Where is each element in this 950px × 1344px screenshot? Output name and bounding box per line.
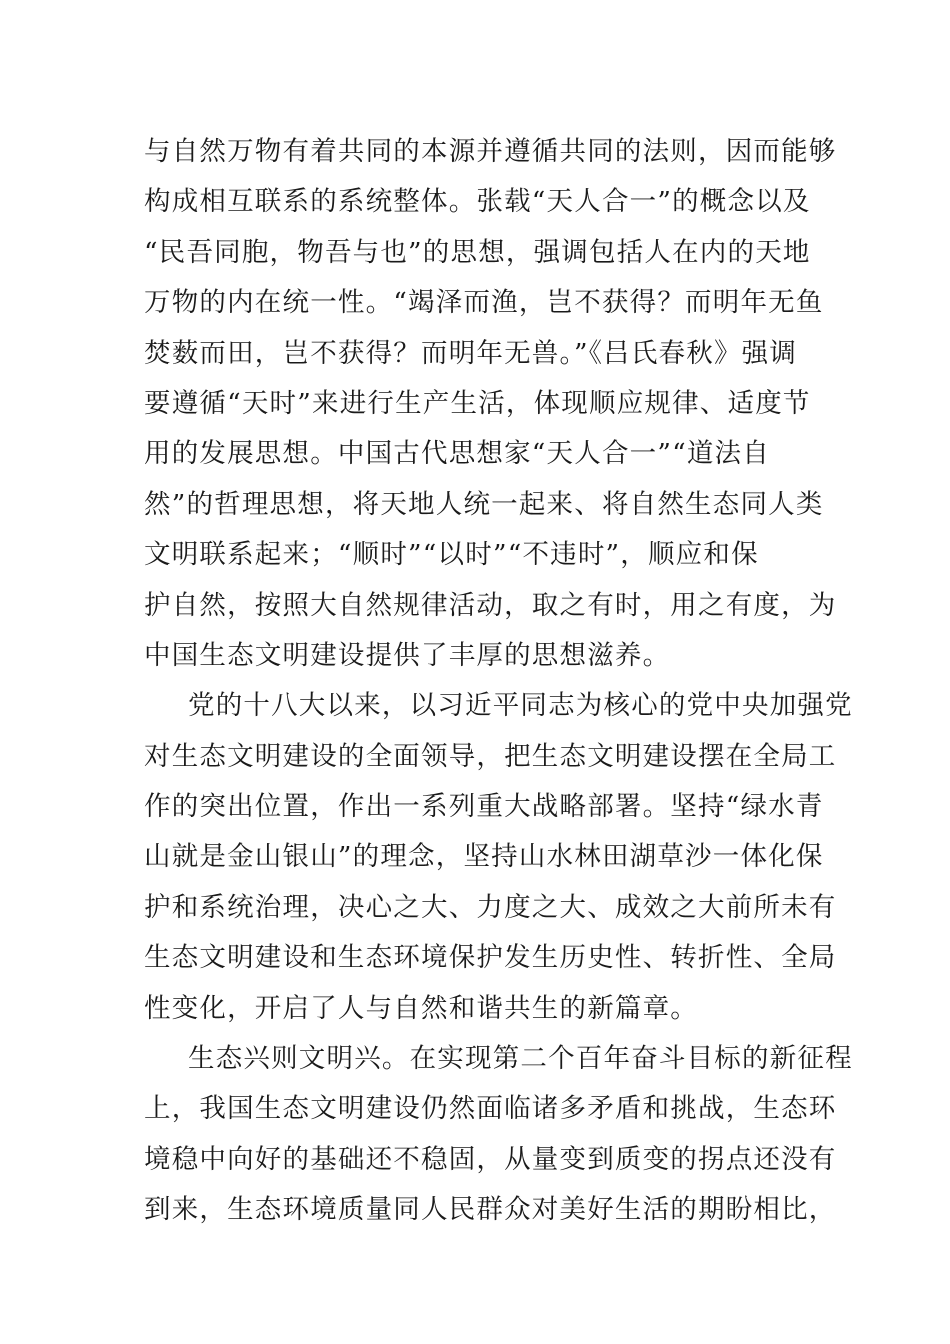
paragraph-1 (144, 127, 837, 681)
text-line: 党的十八大以来，以习近平同志为核心的党中央加强党 (188, 690, 853, 722)
text-line: 然”的哲理思想，将天地人统一起来、将自然生态同人类 (144, 488, 824, 520)
document-body (144, 127, 853, 1236)
text-line: 到来，生态环境质量同人民群众对美好生活的期盼相比， (144, 1194, 837, 1226)
text-line: “民吾同胞，物吾与也”的思想，强调包括人在内的天地 (144, 236, 811, 268)
text-line: 山就是金山银山”的理念，坚持山水林田湖草沙一体化保 (144, 841, 824, 873)
text-line: 性变化，开启了人与自然和谐共生的新篇章。 (144, 992, 698, 1024)
text-line: 生态兴则文明兴。在实现第二个百年奋斗目标的新征程 (188, 1043, 853, 1075)
text-line: 构成相互联系的系统整体。张载“天人合一”的概念以及 (144, 186, 811, 218)
text-line: 中国生态文明建设提供了丰厚的思想滋养。 (144, 639, 671, 671)
text-line: 与自然万物有着共同的本源并遵循共同的法则，因而能够 (144, 136, 837, 167)
text-line: 文明联系起来；“顺时”“以时”“不违时”，顺应和保 (144, 539, 759, 571)
text-line: 上，我国生态文明建设仍然面临诸多矛盾和挑战，生态环 (144, 1093, 837, 1125)
text-line: 万物的内在统一性。“竭泽而渔，岂不获得？而明年无鱼 (144, 287, 824, 319)
text-line: 作的突出位置，作出一系列重大战略部署。坚持“绿水青 (144, 791, 824, 823)
text-line: 境稳中向好的基础还不稳固，从量变到质变的拐点还没有 (144, 1143, 837, 1175)
text-line: 对生态文明建设的全面领导，把生态文明建设摆在全局工 (144, 740, 837, 772)
paragraph-3 (144, 1034, 853, 1236)
text-line: 护和系统治理，决心之大、力度之大、成效之大前所未有 (144, 891, 837, 923)
text-line: 用的发展思想。中国古代思想家“天人合一”“道法自 (144, 438, 770, 470)
text-line: 焚薮而田，岂不获得？而明年无兽。”《吕氏春秋》强调 (144, 337, 798, 369)
paragraph-2 (144, 681, 853, 1034)
text-line: 生态文明建设和生态环境保护发生历史性、转折性、全局 (144, 942, 837, 974)
text-line: 护自然，按照大自然规律活动，取之有时，用之有度，为 (144, 589, 837, 621)
text-line: 要遵循“天时”来进行生产生活，体现顺应规律、适度节 (144, 387, 811, 419)
